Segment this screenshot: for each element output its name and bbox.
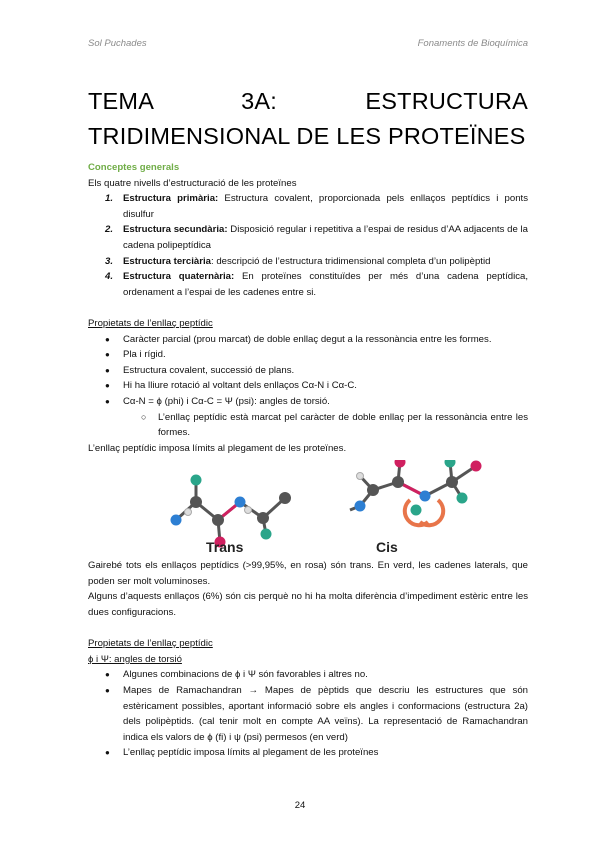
main-content xyxy=(88,160,528,761)
list-item: 2. Estructura secundària: Disposició regular i repetitiva a l’espai de residus d’AA adjacents de la cadena polipeptídica xyxy=(105,224,528,251)
trans-label: Trans xyxy=(206,539,244,556)
section-intro: Els quatre nivells d’estructuració de les proteïnes xyxy=(88,177,297,189)
structure-levels-list xyxy=(88,191,528,300)
list-item: ● Algunes combinacions de ϕ i Ψ són favorables i altres no. xyxy=(88,667,528,683)
peptide-limits-text: L’enllaç peptídic imposa límits al plegament de les proteïnes. xyxy=(88,442,347,454)
peptide-molecule-illustration xyxy=(88,460,528,558)
list-item: ● Estructura covalent, successió de plans. xyxy=(88,363,528,379)
section-heading-torsion: Propietats de l’enllaç peptídic xyxy=(88,638,213,650)
list-item: ● Mapes de Ramachandran → Mapes de pèptids que descriu les estructures que són estèricament possibles, aportant informació sobre els angles i conformacions (estructura 2a) dels polipèptids. (cal tenir molt en compte AA veïns). La representació de Ramachandran indica els valors de ϕ (fi) i ψ (psi) permesos (en verd) xyxy=(88,683,528,745)
list-item: ● Caràcter parcial (prou marcat) de doble enllaç degut a la ressonància entre les formes. xyxy=(88,332,528,348)
page-title: TEMA 3A: ESTRUCTURA TRIDIMENSIONAL DE LES PROTEÏNES xyxy=(88,88,528,149)
trans-paragraph: Gairebé tots els enllaços peptídics (>99,95%, en rosa) són trans. En verd, les cadenes laterals, que poden ser molt voluminoses. xyxy=(88,560,528,587)
list-item: ● Hi ha lliure rotació al voltant dels enllaços Cα-N i Cα-C. xyxy=(88,378,528,394)
header-author: Sol Puchades xyxy=(88,38,147,49)
list-item: 1. Estructura primària: Estructura covalent, proporcionada pels enllaços peptídics i ponts disulfur xyxy=(105,193,529,220)
peptide-properties-list xyxy=(88,332,528,410)
list-item: ● Cα-N = ϕ (phi) i Cα-C = Ψ (psi): angles de torsió. xyxy=(88,394,528,410)
header-course: Fonaments de Bioquímica xyxy=(417,38,528,49)
cis-paragraph: Alguns d’aquests enllaços (6%) són cis perquè no hi ha molta diferència d’impediment estèric entre les dues configuracions. xyxy=(88,591,528,619)
trans-cis-figure xyxy=(88,460,528,558)
peptide-sub-list xyxy=(88,410,528,441)
list-item: ● Pla i rígid. xyxy=(88,347,528,363)
page-number: 24 xyxy=(294,800,306,811)
list-item: 4. Estructura quaternària: En proteïnes constituïdes per més d’una cadena peptídica, ordenament a l’espai de les cadenes entre si. xyxy=(105,271,529,298)
section-heading-peptide-bond: Propietats de l’enllaç peptídic xyxy=(88,317,213,329)
torsion-subheading: ϕ i Ψ: angles de torsió xyxy=(88,653,182,665)
torsion-list xyxy=(88,667,528,761)
list-item: ● L’enllaç peptídic imposa límits al plegament de les proteïnes xyxy=(88,745,528,761)
cis-label: Cis xyxy=(376,539,398,556)
section-heading-concepts: Conceptes generals xyxy=(88,162,180,173)
list-item: ○ L’enllaç peptídic està marcat pel caràcter de doble enllaç per la ressonància entre les formes. xyxy=(88,410,528,441)
list-item: 3. Estructura terciària: descripció de l’estructura tridimensional completa d’un polipèptid xyxy=(105,255,491,267)
